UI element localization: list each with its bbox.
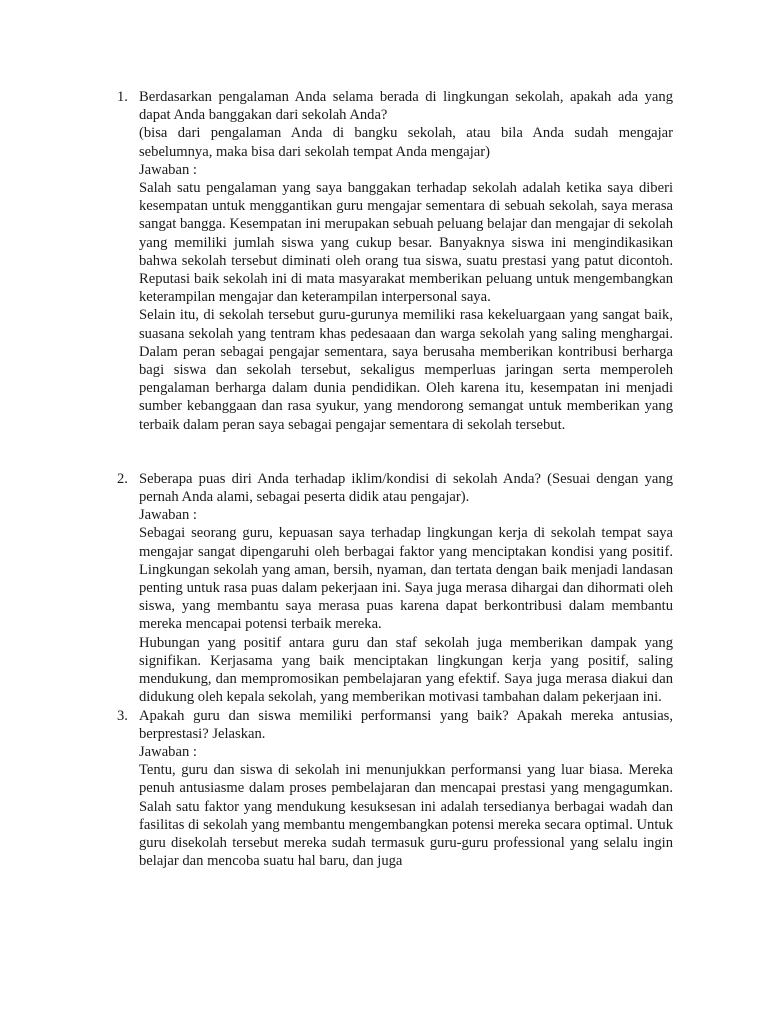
question-number: 2.: [117, 470, 128, 487]
question-number: 3.: [117, 707, 128, 724]
answer-paragraph: Sebagai seorang guru, kepuasan saya terhadap lingkungan kerja di sekolah tempat saya mengajar sangat dipengaruhi oleh berbagai faktor yang menciptakan kondisi yang positif. Lingkungan sekolah yang aman, bersih, nyaman, dan tertata dengan baik menjadi landasan penting untuk rasa puas dalam pekerjaan ini. Saya juga merasa dihargai dan dihormati oleh siswa, yang membantu saya merasa puas karena dapat berkontribusi dalam membantu mereka mencapai potensi terbaik mereka.: [139, 525, 673, 633]
answer-label: Jawaban :: [139, 161, 197, 178]
question-item-2: [117, 470, 673, 707]
question-text: Seberapa puas diri Anda terhadap iklim/kondisi di sekolah Anda? (Sesuai dengan yang pernah Anda alami, sebagai peserta didik atau pengajar).: [139, 470, 673, 506]
question-list: [117, 88, 673, 870]
answer-label: Jawaban :: [139, 743, 197, 760]
question-item-1: [117, 88, 673, 434]
question-text: Apakah guru dan siswa memiliki performansi yang baik? Apakah mereka antusias, berprestasi? Jelaskan.: [139, 707, 673, 742]
question-note: (bisa dari pengalaman Anda di bangku sekolah, atau bila Anda sudah mengajar sebelumnya, maka bisa dari sekolah tempat Anda mengajar): [139, 125, 673, 160]
answer-paragraph: Hubungan yang positif antara guru dan staf sekolah juga memberikan dampak yang signifikan. Kerjasama yang baik menciptakan lingkungan kerja yang positif, saling mendukung, dan mempromosikan pembelajaran yang efektif. Saya juga merasa diakui dan didukung oleh kepala sekolah, yang memberikan motivasi tambahan dalam pekerjaan ini.: [139, 634, 673, 706]
answer-paragraph: Salah satu pengalaman yang saya banggakan terhadap sekolah adalah ketika saya diberi kesempatan untuk menggantikan guru mengajar sementara di sebuah sekolah, saya merasa sangat bangga. Kesempatan ini merupakan sebuah peluang belajar dan mengajar di sekolah yang memiliki jumlah siswa yang cukup besar. Banyaknya siswa ini mengindikasikan bahwa sekolah tersebut diminati oleh orang tua siswa, suatu prestasi yang patut dicontoh. Reputasi baik sekolah ini di mata masyarakat memberikan peluang untuk mengembangkan keterampilan mengajar dan keterampilan interpersonal saya.: [139, 180, 673, 306]
question-text: Berdasarkan pengalaman Anda selama berada di lingkungan sekolah, apakah ada yang dapat Anda banggakan dari sekolah Anda?: [139, 89, 673, 124]
answer-paragraph: Selain itu, di sekolah tersebut guru-gurunya memiliki rasa kekeluargaan yang sangat baik, suasana sekolah yang tentram khas pedesaaan dan warga sekolah yang saling menghargai. Dalam peran sebagai pengajar sementara, saya berusaha memberikan kontribusi berharga bagi siswa dan sekolah tersebut, sekaligus memperluas jaringan serta memperoleh pengalaman berharga dalam dunia pendidikan. Oleh karena itu, kesempatan ini menjadi sumber kebanggaan dan rasa syukur, yang mendorong semangat untuk memberikan yang terbaik dalam peran saya sebagai pengajar sementara di sekolah tersebut.: [139, 307, 673, 433]
question-number: 1.: [117, 89, 128, 105]
question-item-3: [117, 707, 673, 871]
answer-paragraph: Tentu, guru dan siswa di sekolah ini menunjukkan performansi yang luar biasa. Mereka penuh antusiasme dalam proses pembelajaran dan mencapai prestasi yang mengagumkan. Salah satu faktor yang mendukung kesuksesan ini adalah tersedianya berbagai wadah dan fasilitas di sekolah yang membantu mengembangkan potensi mereka secara optimal. Untuk guru disekolah tersebut mereka sudah termasuk guru-guru professional yang selalu ingin belajar dan mencoba suatu hal baru, dan juga: [139, 762, 673, 870]
answer-label: Jawaban :: [139, 507, 197, 524]
